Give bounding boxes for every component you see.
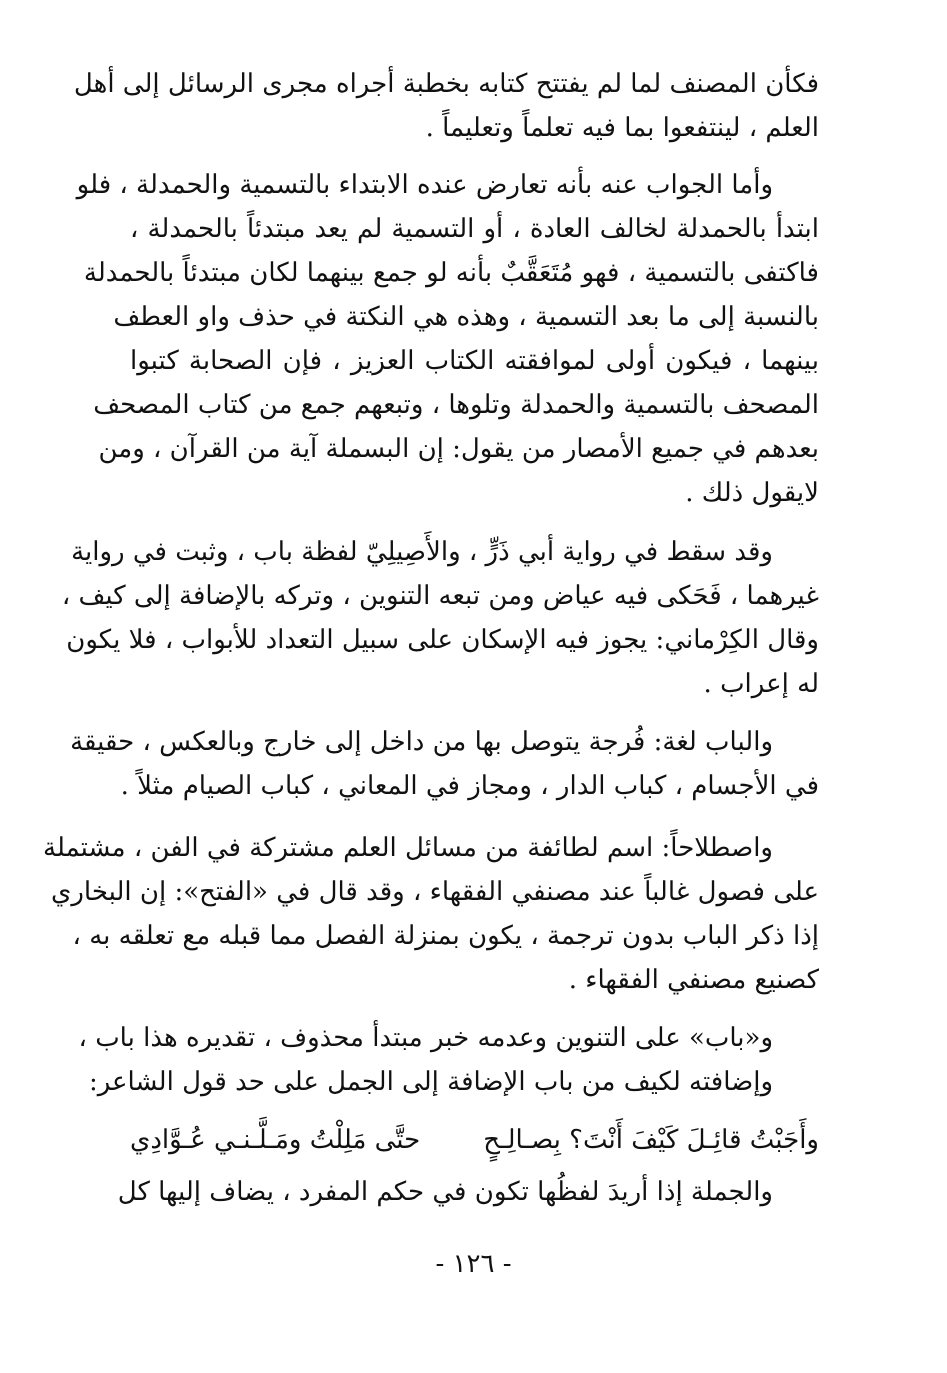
text-line: لايقول ذلك . xyxy=(685,478,819,508)
text-line: غيرهما ، فَحَكى فيه عياض ومن تبعه التنوين ، وتركه بالإضافة إلى كيف ، xyxy=(61,581,819,611)
text-line: بينهما ، فيكون أولى لموافقته الكتاب العزيز ، فإن الصحابة كتبوا xyxy=(130,346,819,376)
text-line: وأما الجواب عنه بأنه تعارض عنده الابتداء بالتسمية والحمدلة ، فلو xyxy=(76,170,773,200)
poem-hemistich-second: حتَّى مَلِلْتُ ومَـلَّـنـي عُـوَّادِي xyxy=(130,1125,421,1155)
text-line: المصحف بالتسمية والحمدلة وتلوها ، وتبعهم جمع من كتاب المصحف xyxy=(93,390,819,420)
text-line: له إعراب . xyxy=(703,669,819,699)
text-line: والباب لغة: فُرجة يتوصل بها من داخل إلى خارج وبالعكس ، حقيقة xyxy=(70,727,773,757)
text-line: وقال الكِرْماني: يجوز فيه الإسكان على سبيل التعداد للأبواب ، فلا يكون xyxy=(66,625,819,655)
poem-hemistich-first: وأَجَبْتُ قائِـلَ كَيْفَ أَنْتَ؟ بِصـالِـحٍ xyxy=(483,1125,819,1155)
page-number: - ١٢٦ - xyxy=(435,1249,512,1279)
text-line: و«باب» على التنوين وعدمه خبر مبتدأ محذوف ، تقديره هذا باب ، xyxy=(78,1023,773,1053)
text-line: في الأجسام ، كباب الدار ، ومجاز في المعاني ، كباب الصيام مثلاً . xyxy=(120,771,819,801)
text-line: واصطلاحاً: اسم لطائفة من مسائل العلم مشتركة في الفن ، مشتملة xyxy=(43,833,773,863)
text-line: بعدهم في جميع الأمصار من يقول: إن البسملة آية من القرآن ، ومن xyxy=(98,434,819,464)
text-line: فاكتفى بالتسمية ، فهو مُتَعَقَّبٌ بأنه لو جمع بينهما لكان مبتدئاً بالحمدلة xyxy=(83,258,819,288)
poem-verse xyxy=(130,1118,819,1162)
text-line: والجملة إذا أريدَ لفظُها تكون في حكم المفرد ، يضاف إليها كل xyxy=(117,1177,773,1207)
text-line: ابتدأ بالحمدلة لخالف العادة ، أو التسمية لم يعد مبتدئاً بالحمدلة ، xyxy=(130,214,819,244)
text-line: بالنسبة إلى ما بعد التسمية ، وهذه هي النكتة في حذف واو العطف xyxy=(113,302,819,332)
text-line: العلم ، لينتفعوا بما فيه تعلماً وتعليماً . xyxy=(425,113,819,143)
text-line: إذا ذكر الباب بدون ترجمة ، يكون بمنزلة الفصل مما قبله مع تعلقه به ، xyxy=(72,921,819,951)
text-line: وقد سقط في رواية أبي ذَرٍّ ، والأَصِيلِيّ لفظة باب ، وثبت في رواية xyxy=(71,537,773,567)
text-line: على فصول غالباً عند مصنفي الفقهاء ، وقد قال في «الفتح»: إن البخاري xyxy=(51,877,819,907)
text-line: كصنيع مصنفي الفقهاء . xyxy=(568,965,819,995)
text-line: فكأن المصنف لما لم يفتتح كتابه بخطبة أجراه مجرى الرسائل إلى أهل xyxy=(73,69,819,99)
text-line: وإضافته لكيف من باب الإضافة إلى الجمل على حد قول الشاعر: xyxy=(88,1067,773,1097)
